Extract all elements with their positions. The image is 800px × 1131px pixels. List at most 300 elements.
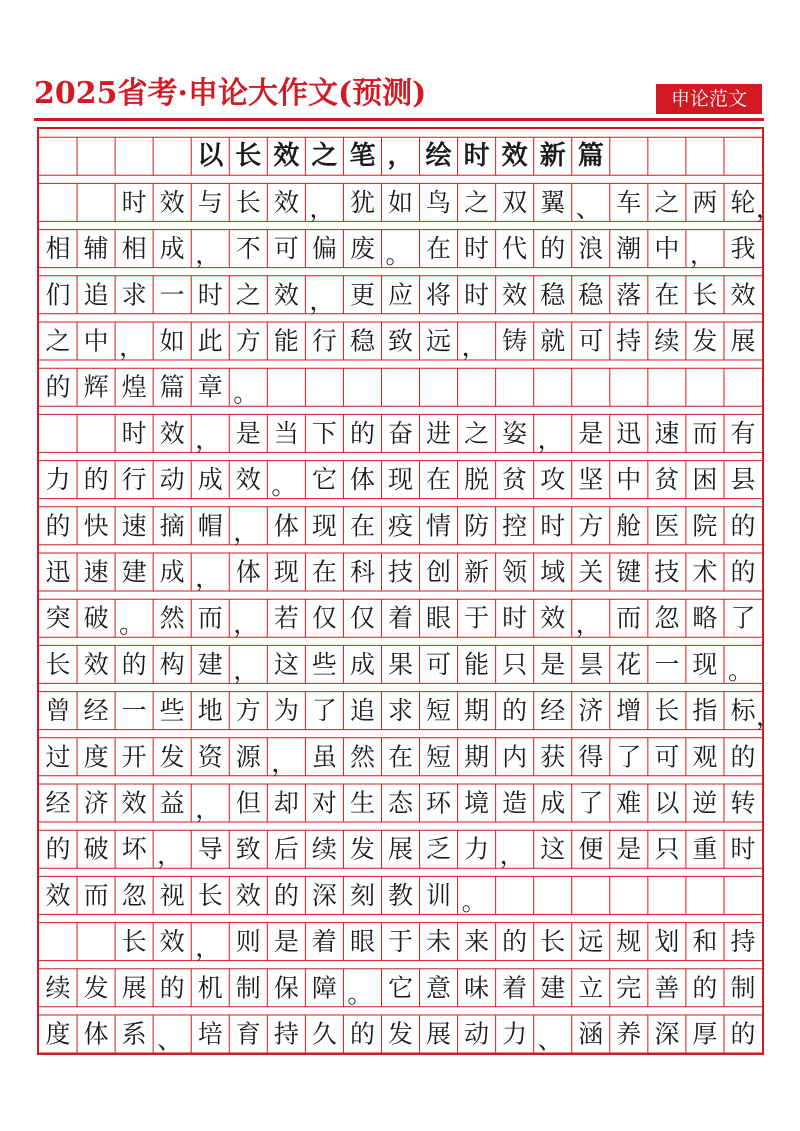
essay-char: 涵: [578, 1019, 604, 1049]
essay-char: 着: [311, 927, 337, 957]
essay-char: 。: [727, 655, 753, 685]
essay-char: 将: [426, 280, 452, 310]
essay-char: 奋: [387, 418, 414, 448]
essay-char: 建: [197, 649, 223, 679]
essay-type-badge: 申论范文: [656, 84, 762, 114]
essay-char: 发: [387, 1019, 414, 1049]
essay-char: 稳: [349, 326, 375, 356]
essay-char: 对: [311, 788, 337, 818]
essay-char: 的: [502, 927, 528, 957]
page-header-title: 2025省考·申论大作文(预测): [34, 76, 427, 111]
essay-char: 构: [159, 649, 185, 679]
essay-char: 这: [273, 649, 299, 679]
essay-char: 在: [349, 511, 375, 541]
essay-char: 资: [197, 742, 223, 772]
essay-char: 期: [464, 696, 490, 726]
essay-char: 求: [121, 280, 147, 310]
essay-char: 机: [197, 973, 223, 1003]
essay-char: 展: [426, 1019, 452, 1049]
essay-char: 效: [159, 187, 185, 217]
essay-char: 现: [692, 649, 718, 679]
essay-char: 展: [387, 834, 414, 864]
essay-char: ，: [119, 332, 145, 362]
essay-char: 翼: [540, 187, 566, 217]
essay-char: ，: [195, 424, 221, 454]
essay-char: 控: [502, 511, 528, 541]
essay-char: 县: [730, 465, 756, 495]
essay-char: 体: [349, 465, 375, 495]
essay-char: 获: [540, 742, 566, 772]
essay-char: 这: [540, 834, 566, 864]
essay-char: 教: [387, 880, 414, 910]
essay-char: 相: [121, 234, 147, 264]
essay-char: 建: [121, 557, 147, 587]
essay-char: 发: [83, 973, 109, 1003]
essay-char: 于: [387, 927, 414, 957]
essay-char: ，: [499, 840, 525, 870]
essay-char: 未: [426, 927, 452, 957]
essay-char: 一: [654, 649, 680, 679]
essay-char: 长: [540, 927, 566, 957]
essay-char: 键: [616, 557, 642, 587]
essay-char: 防: [464, 511, 490, 541]
essay-char: 持: [273, 1019, 299, 1049]
essay-char: 了: [578, 788, 604, 818]
essay-char: 现: [387, 465, 414, 495]
essay-char: 经: [540, 696, 566, 726]
essay-char: 规: [616, 927, 642, 957]
essay-char: 来: [464, 927, 490, 957]
essay-char: 曾: [45, 696, 71, 726]
essay-char: 眼: [426, 603, 452, 633]
essay-char: 领: [502, 557, 528, 587]
essay-char: 立: [578, 973, 604, 1003]
essay-char: 是: [540, 649, 566, 679]
essay-char: 技: [387, 557, 414, 587]
essay-char: 行: [311, 326, 337, 356]
essay-char: 后: [273, 834, 299, 864]
essay-char: 、: [537, 1025, 563, 1055]
essay-char: 续: [654, 326, 680, 356]
essay-char: 、: [575, 193, 601, 223]
essay-char: 相: [45, 234, 71, 264]
essay-char: 可: [654, 742, 680, 772]
essay-char: 略: [692, 603, 718, 633]
essay-char: 致: [235, 834, 261, 864]
essay-char: 标: [730, 696, 756, 726]
essay-char: 续: [45, 973, 71, 1003]
essay-char: 境: [464, 788, 490, 818]
essay-char: 废: [349, 234, 375, 264]
essay-char: 的: [349, 418, 375, 448]
essay-char: 摘: [159, 511, 185, 541]
essay-char: 益: [159, 788, 185, 818]
essay-char: 篇: [159, 372, 185, 402]
essay-char: 在: [311, 557, 337, 587]
essay-char: 时: [502, 603, 528, 633]
essay-title-char: 篇: [577, 141, 604, 172]
essay-char: 忽: [654, 603, 680, 633]
essay-char: 难: [616, 788, 642, 818]
essay-char: ，: [575, 609, 601, 639]
essay-char: 展: [121, 973, 147, 1003]
essay-char: 追: [83, 280, 109, 310]
essay-char: 续: [311, 834, 337, 864]
essay-char: 了: [616, 742, 642, 772]
essay-char: 鸟: [426, 187, 452, 217]
essay-char: 保: [273, 973, 299, 1003]
essay-char: 逆: [692, 788, 718, 818]
essay-char: 成: [197, 465, 223, 495]
essay-char: 长: [654, 696, 680, 726]
essay-char: 落: [616, 280, 642, 310]
essay-char: 效: [540, 603, 566, 633]
essay-char: 在: [654, 280, 680, 310]
essay-char: 攻: [540, 465, 566, 495]
essay-char: 生: [349, 788, 375, 818]
essay-char: 是: [578, 418, 604, 448]
essay-char: 可: [578, 326, 604, 356]
essay-char: 在: [387, 742, 414, 772]
essay-char: 术: [692, 557, 718, 587]
essay-char: 代: [502, 234, 528, 264]
essay-char: 它: [387, 973, 414, 1003]
essay-char: 新: [464, 557, 490, 587]
essay-char: 的: [730, 557, 756, 587]
essay-char: 有: [730, 418, 756, 448]
essay-char: 可: [426, 649, 452, 679]
essay-char: 科: [349, 557, 375, 587]
essay-char: 造: [502, 788, 528, 818]
essay-char: 之: [235, 280, 261, 310]
essay-char: 煌: [121, 372, 147, 402]
essay-char: 突: [45, 603, 71, 633]
essay-char: 追: [349, 696, 375, 726]
essay-char: 源: [235, 742, 261, 772]
essay-char: 是: [235, 418, 261, 448]
essay-title-char: 时: [463, 141, 490, 172]
essay-char: 味: [464, 973, 490, 1003]
essay-char: 的: [692, 973, 718, 1003]
essay-char: 转: [730, 788, 756, 818]
essay-char: 可: [273, 234, 299, 264]
essay-char: 着: [387, 603, 414, 633]
essay-char: 方: [235, 326, 261, 356]
essay-char: ，: [233, 655, 259, 685]
essay-char: 致: [387, 326, 414, 356]
essay-char: 厚: [692, 1019, 718, 1049]
essay-char: 之: [654, 187, 680, 217]
essay-char: 就: [540, 326, 566, 356]
essay-char: 力: [502, 1019, 528, 1049]
essay-char: ，: [537, 424, 563, 454]
essay-char: 们: [45, 280, 71, 310]
essay-char: 济: [83, 788, 109, 818]
essay-char: 效: [273, 280, 299, 310]
essay-char: 仅: [311, 603, 337, 633]
essay-char: 力: [464, 834, 490, 864]
essay-char: 些: [311, 649, 337, 679]
essay-title-char: 之: [311, 141, 338, 172]
essay-char: 是: [273, 927, 299, 957]
essay-char: 养: [616, 1019, 642, 1049]
essay-char: 划: [654, 927, 680, 957]
essay-char: 发: [349, 834, 375, 864]
manuscript-grid-paper: [37, 127, 782, 1055]
essay-char: 舱: [616, 511, 642, 541]
essay-char: 建: [540, 973, 566, 1003]
essay-char: 效: [273, 187, 299, 217]
essay-char: 在: [426, 234, 452, 264]
essay-char: 而: [692, 418, 718, 448]
essay-char: 我: [730, 234, 756, 264]
essay-char: 时: [464, 280, 490, 310]
essay-char: 意: [426, 973, 452, 1003]
essay-char: 中: [83, 326, 109, 356]
essay-char: 的: [730, 1019, 756, 1049]
essay-char: 乏: [426, 834, 452, 864]
essay-char: 深: [311, 880, 337, 910]
header-rule: [34, 118, 764, 121]
essay-char: 创: [426, 557, 452, 587]
essay-char: 的: [45, 372, 71, 402]
essay-char: 则: [235, 927, 261, 957]
essay-char: 域: [540, 557, 566, 587]
essay-char: 的: [121, 649, 147, 679]
essay-char: 关: [578, 557, 604, 587]
essay-char: 的: [45, 834, 71, 864]
essay-title-char: 长: [235, 141, 262, 172]
essay-char: 情: [426, 511, 452, 541]
essay-char: 效: [730, 280, 756, 310]
essay-char: 长: [235, 187, 261, 217]
essay-char: 时: [121, 418, 147, 448]
essay-char: 轮: [730, 187, 756, 217]
essay-char: 的: [730, 742, 756, 772]
essay-char: 。: [347, 979, 373, 1009]
essay-char: 方: [578, 511, 604, 541]
essay-char: 能: [464, 649, 490, 679]
essay-char: 此: [197, 326, 223, 356]
essay-char: 于: [464, 603, 490, 633]
essay-char: 长: [197, 880, 223, 910]
essay-char: ，: [271, 748, 297, 778]
essay-char: 一: [159, 280, 185, 310]
essay-char: 长: [692, 280, 718, 310]
essay-char: 之: [464, 187, 490, 217]
essay-char: 它: [311, 465, 337, 495]
essay-char: 院: [692, 511, 718, 541]
essay-char: 快: [83, 511, 109, 541]
essay-char: 度: [45, 1019, 71, 1049]
essay-char: 时: [197, 280, 223, 310]
essay-title-char: 新: [539, 141, 566, 172]
essay-char: 地: [197, 696, 223, 726]
essay-char: 成: [349, 649, 375, 679]
essay-char: ，: [461, 332, 487, 362]
essay-char: 效: [235, 465, 261, 495]
essay-char: 如: [387, 187, 414, 217]
essay-char: 然: [349, 742, 375, 772]
essay-char: 坚: [578, 465, 604, 495]
essay-char: 善: [654, 973, 680, 1003]
essay-char: 之: [464, 418, 490, 448]
essay-char: 中: [616, 465, 642, 495]
essay-char: 增: [616, 696, 642, 726]
essay-char: 深: [654, 1019, 680, 1049]
essay-char: 却: [273, 788, 299, 818]
essay-char: 效: [502, 280, 528, 310]
essay-char: 浪: [578, 234, 604, 264]
essay-char: 只: [502, 649, 528, 679]
essay-char: 培: [197, 1019, 223, 1049]
essay-char: 两: [692, 187, 718, 217]
essay-char: 经: [45, 788, 71, 818]
essay-char: 度: [83, 742, 109, 772]
essay-char: 能: [273, 326, 299, 356]
essay-char: 现: [311, 511, 337, 541]
essay-char: 内: [502, 742, 528, 772]
essay-char: 短: [426, 696, 452, 726]
essay-char: 经: [83, 696, 109, 726]
essay-char: 为: [273, 696, 299, 726]
essay-char: 的: [83, 465, 109, 495]
essay-title-char: 绘: [425, 141, 452, 172]
essay-char: 观: [692, 742, 718, 772]
essay-char: 成: [540, 788, 566, 818]
essay-char: 以: [654, 788, 680, 818]
essay-char: ，: [195, 933, 221, 963]
essay-char: 当: [273, 418, 299, 448]
essay-char: 持: [730, 927, 756, 957]
essay-char: 时: [121, 187, 147, 217]
essay-char: 疫: [387, 511, 414, 541]
essay-char: 制: [730, 973, 756, 1003]
essay-char: 如: [159, 326, 185, 356]
essay-char: 迅: [616, 418, 642, 448]
essay-char: 的: [159, 973, 185, 1003]
essay-char: 进: [426, 418, 452, 448]
essay-char: 辅: [83, 234, 109, 264]
essay-char: 求: [387, 696, 414, 726]
essay-char: 体: [83, 1019, 109, 1049]
essay-title-char: 笔: [349, 141, 376, 172]
essay-char: 成: [159, 557, 185, 587]
essay-char: 铸: [502, 326, 528, 356]
essay-char: 现: [273, 557, 299, 587]
essay-char: 力: [45, 465, 71, 495]
essay-char: 破: [83, 834, 109, 864]
essay-char: 与: [197, 187, 223, 217]
essay-char: 。: [461, 886, 487, 916]
essay-char: ，: [756, 193, 782, 223]
essay-char: 破: [83, 603, 109, 633]
essay-char: 、: [157, 1025, 183, 1055]
essay-title-char: 效: [501, 141, 528, 172]
essay-char: 。: [233, 378, 259, 408]
essay-char: ，: [157, 840, 183, 870]
essay-char: 。: [119, 609, 145, 639]
essay-char: 系: [121, 1019, 147, 1049]
essay-char: 章: [197, 372, 223, 402]
essay-char: ，: [233, 517, 259, 547]
essay-char: 育: [235, 1019, 261, 1049]
essay-char: 的: [45, 511, 71, 541]
essay-char: 而: [616, 603, 642, 633]
essay-char: 制: [235, 973, 261, 1003]
essay-char: 只: [654, 834, 680, 864]
essay-char: 下: [311, 418, 337, 448]
essay-char: 忽: [121, 880, 147, 910]
essay-char: 时: [540, 511, 566, 541]
essay-char: 障: [311, 973, 337, 1003]
essay-char: 更: [349, 280, 375, 310]
essay-char: 效: [121, 788, 147, 818]
essay-char: 一: [121, 696, 147, 726]
essay-char: 。: [271, 471, 297, 501]
essay-char: 展: [730, 326, 756, 356]
essay-char: 体: [273, 511, 299, 541]
essay-char: 困: [692, 465, 718, 495]
essay-char: 在: [426, 465, 452, 495]
essay-char: 长: [121, 927, 147, 957]
essay-char: 行: [121, 465, 147, 495]
essay-char: 辉: [83, 372, 109, 402]
essay-char: 成: [159, 234, 185, 264]
essay-char: 速: [83, 557, 109, 587]
essay-char: 仅: [349, 603, 375, 633]
essay-char: ，: [309, 286, 335, 316]
essay-char: ，: [195, 563, 221, 593]
essay-char: 的: [273, 880, 299, 910]
essay-char: 持: [616, 326, 642, 356]
essay-char: 果: [387, 649, 414, 679]
essay-char: 长: [45, 649, 71, 679]
essay-char: 方: [235, 696, 261, 726]
essay-char: 发: [692, 326, 718, 356]
essay-char: 双: [502, 187, 528, 217]
essay-char: 若: [273, 603, 299, 633]
essay-char: 了: [730, 603, 756, 633]
essay-char: 导: [197, 834, 223, 864]
essay-char: 而: [197, 603, 223, 633]
essay-char: 的: [502, 696, 528, 726]
essay-char: 期: [464, 742, 490, 772]
essay-char: 过: [45, 742, 71, 772]
essay-char: 体: [235, 557, 261, 587]
essay-char: 速: [121, 511, 147, 541]
essay-char: 发: [159, 742, 185, 772]
essay-char: ，: [195, 794, 221, 824]
essay-char: 偏: [311, 234, 337, 264]
essay-char: 效: [159, 927, 185, 957]
essay-char: 短: [426, 742, 452, 772]
essay-char: 久: [311, 1019, 337, 1049]
essay-char: 花: [616, 649, 642, 679]
essay-char: 动: [464, 1019, 490, 1049]
essay-char: 。: [385, 240, 411, 270]
essay-title-char: 效: [273, 141, 300, 172]
essay-char: 和: [692, 927, 718, 957]
essay-char: 的: [540, 234, 566, 264]
essay-char: 贫: [654, 465, 680, 495]
essay-char: 的: [349, 1019, 375, 1049]
manuscript-grid: [39, 129, 782, 1055]
essay-char: 视: [159, 880, 185, 910]
essay-char: 中: [654, 234, 680, 264]
essay-char: 迅: [45, 557, 71, 587]
essay-char: 刻: [349, 880, 375, 910]
